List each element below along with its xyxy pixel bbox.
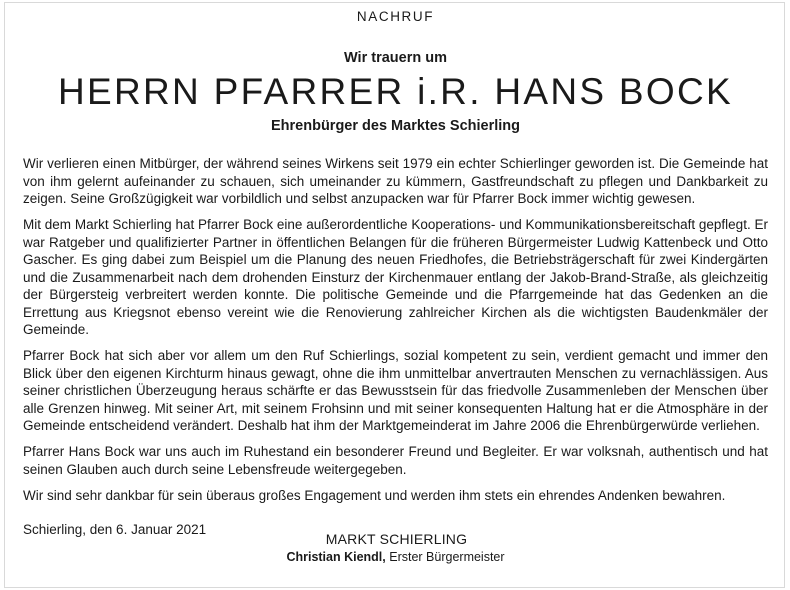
paragraph-2: Mit dem Markt Schierling hat Pfarrer Bock eine außerordentliche Kooperations- und Kommunikationsbereitschaft gepflegt. Er war Ratgeber und qualifizierter Partner in öffentlichen Belangen für die früheren Bürgermeister Ludwig Kattenbeck und Otto Gascher. Es ging dabei zum Beispiel um die Planung des neuen Friedhofes, die Betriebsträgerschaft für zwei Kindergärten und die Zusammenarbeit nach dem drohenden Einsturz der Kirchenmauer entlang der Jakob-Brand-Straße, als gleichzeitig der Bürgersteig verbreitert werden konnte. Die politische Gemeinde und die Pfarrgemeinde hat das Gedenken an die Errettung aus Kriegsnot ebenso vereint wie die Renovierung zahlreicher Kirchen als die wichtigsten Baudenkmäler der Gemeinde. bbox=[23, 217, 768, 337]
intro-line: Wir trauern um bbox=[344, 50, 447, 66]
obituary-body bbox=[23, 155, 768, 504]
paragraph-3: Pfarrer Bock hat sich aber vor allem um den Ruf Schierlings, sozial kompetent zu sein, verdient gemacht und immer den Blick über den eigenen Kirchturm hinaus gewagt, ohne die ihm unmittelbar anvertrauten Menschen zu vernachlässigen. Aus seiner christlichen Überzeugung heraus schärfte er das Bewusstsein für das friedvolle Zusammenleben der Menschen über alle Grenzen hinweg. Mit seiner Art, mit seinem Frohsinn und mit seiner konsequenten Haltung hat er die Atmosphäre in der Gemeinde entscheidend verändert. Deshalb hat ihm der Marktgemeinderat im Jahre 2006 die Ehrenbürgerwürde verliehen. bbox=[23, 348, 768, 433]
paragraph-5: Wir sind sehr dankbar für sein überaus großes Engagement und werden ihm stets ein ehrendes Andenken bewahren. bbox=[23, 487, 726, 503]
place-date: Schierling, den 6. Januar 2021 bbox=[23, 522, 207, 537]
notice-type-label: NACHRUF bbox=[356, 9, 435, 24]
honor-title: Ehrenbürger des Marktes Schierling bbox=[271, 118, 520, 134]
signature-block bbox=[23, 530, 768, 566]
signer-line bbox=[23, 548, 768, 566]
notice-footer bbox=[23, 521, 768, 581]
signer-title: Erster Bürgermeister bbox=[385, 550, 505, 564]
signing-organization: MARKT SCHIERLING bbox=[325, 531, 468, 547]
paragraph-4: Pfarrer Hans Bock war uns auch im Ruhestand ein besonderer Freund und Begleiter. Er war volksnah, authentisch und hat seinen Glauben auch durch seine Lebensfreude weitergegeben. bbox=[23, 444, 768, 477]
paragraph-1: Wir verlieren einen Mitbürger, der während seines Wirkens seit 1979 ein echter Schierlinger geworden ist. Die Gemeinde hat von ihm gelernt aufeinander zu schauen, sich umeinander zu kümmern, Gastfreundschaft zu pflegen und Dankbarkeit zu zeigen. Seine Großzügigkeit war vorbildlich und selbst anzupacken war für Pfarrer Bock immer wichtig gewesen. bbox=[23, 156, 768, 206]
deceased-name: HERRN PFARRER i.R. HANS BOCK bbox=[58, 71, 733, 112]
signer-name: Christian Kiendl, bbox=[286, 550, 386, 564]
